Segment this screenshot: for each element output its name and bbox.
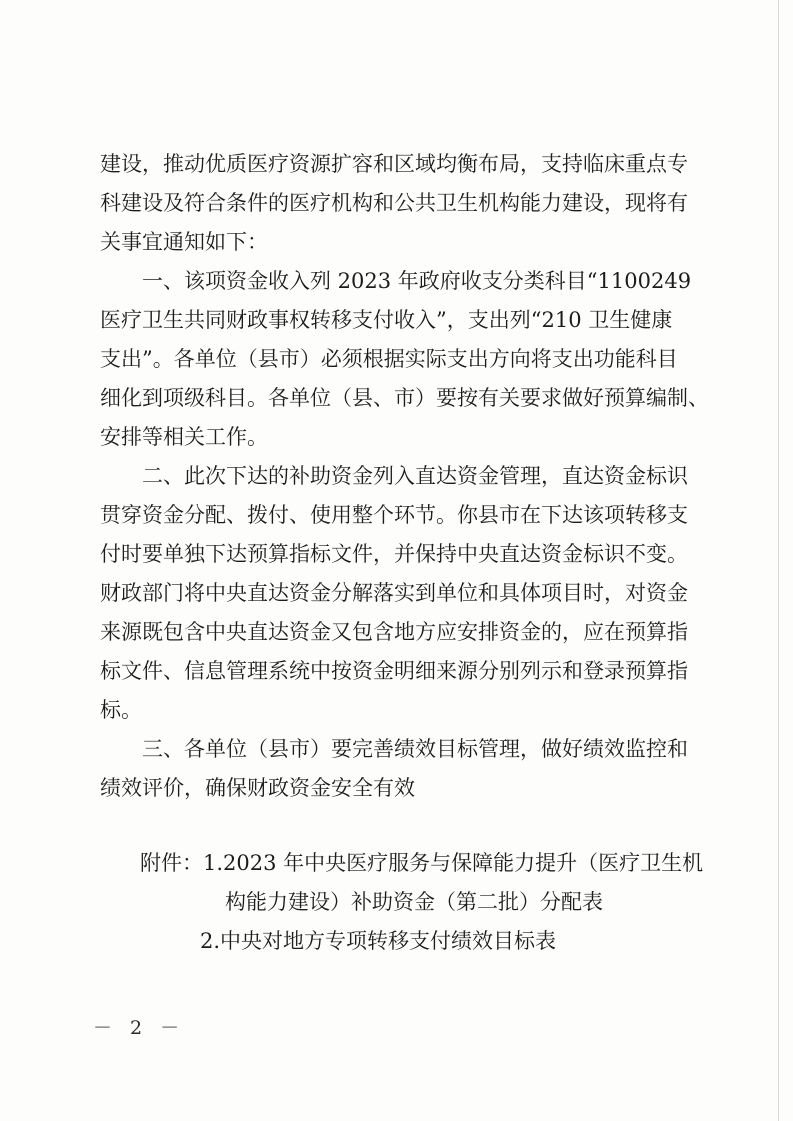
body-text-line: 支出”。各单位（县市）必须根据实际支出方向将支出功能科目: [100, 347, 678, 371]
body-text-line: 科建设及符合条件的医疗机构和公共卫生机构能力建设，现将有: [100, 191, 688, 215]
body-text-line: 财政部门将中央直达资金分解落实到单位和具体项目时，对资金: [100, 581, 688, 605]
body-text-line: 绩效评价，确保财政资金安全有效: [100, 776, 415, 800]
body-text-line: 细化到项级科目。各单位（县、市）要按有关要求做好预算编制、: [100, 386, 709, 410]
body-text-line: 付时要单独下达预算指标文件，并保持中央直达资金标识不变。: [100, 542, 688, 566]
attachment-line: 2.中央对地方专项转移支付绩效目标表: [200, 929, 557, 953]
body-text-line: 标文件、信息管理系统中按资金明细来源分别列示和登录预算指: [100, 659, 688, 683]
paragraph-one-start: 一、该项资金收入列 2023 年政府收支分类科目“1100249: [142, 269, 692, 293]
scan-edge-divider: [778, 0, 779, 1121]
body-text-line: 建设，推动优质医疗资源扩容和区域均衡布局，支持临床重点专: [100, 152, 688, 176]
body-text-line: 安排等相关工作。: [100, 425, 268, 449]
body-text-line: 医疗卫生共同财政事权转移支付收入”，支出列“210 卫生健康: [100, 308, 673, 332]
body-text-line: 标。: [100, 698, 142, 722]
paragraph-two-start: 二、此次下达的补助资金列入直达资金管理，直达资金标识: [142, 464, 688, 488]
paragraph-three-start: 三、各单位（县市）要完善绩效目标管理，做好绩效监控和: [142, 737, 688, 761]
page-number: － 2 －: [93, 1017, 186, 1039]
attachment-line: 构能力建设）补助资金（第二批）分配表: [225, 890, 603, 914]
attachment-line: 附件：1.2023 年中央医疗服务与保障能力提升（医疗卫生机: [140, 851, 704, 875]
body-text-line: 贯穿资金分配、拨付、使用整个环节。你县市在下达该项转移支: [100, 503, 688, 527]
body-text-line: 来源既包含中央直达资金又包含地方应安排资金的，应在预算指: [100, 620, 688, 644]
body-text-line: 关事宜通知如下：: [100, 230, 268, 254]
